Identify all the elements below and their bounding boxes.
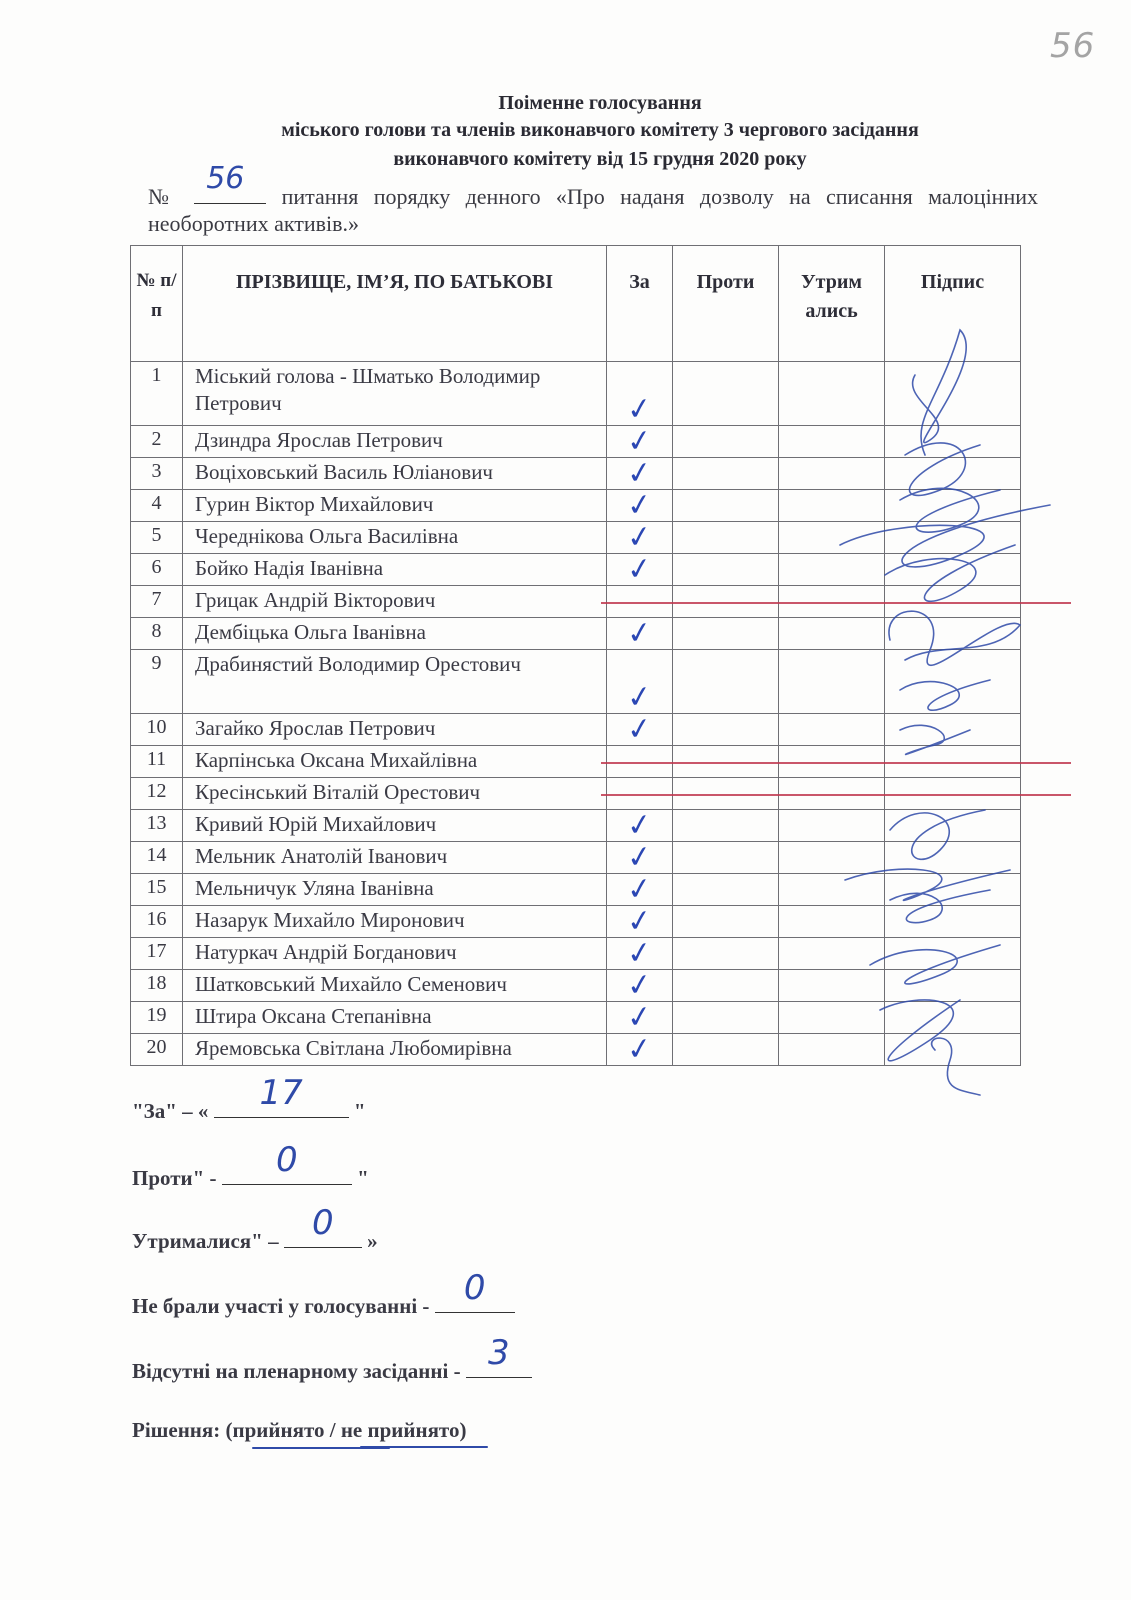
vote-abstained-cell (779, 810, 885, 842)
item-number-field (194, 161, 266, 204)
table-row (131, 362, 1021, 426)
check-mark-icon: ✓ (624, 838, 655, 877)
row-number: 16 (131, 906, 183, 938)
signature-cell (885, 554, 1021, 586)
vote-against-cell (673, 842, 779, 874)
table-row (131, 458, 1021, 490)
summary-abstained-label: Утрималися" – (132, 1229, 279, 1253)
vote-against-cell (673, 490, 779, 522)
member-name: Карпінська Оксана Михайлівна (183, 746, 607, 778)
row-number: 11 (131, 746, 183, 778)
vote-against-cell (673, 938, 779, 970)
number-sign: № (148, 184, 179, 209)
summary-for-label: "За" – « (132, 1099, 209, 1123)
check-mark-icon: ✓ (624, 678, 655, 717)
vote-against-cell (673, 810, 779, 842)
table-row (131, 938, 1021, 970)
vote-against-cell (673, 650, 779, 714)
vote-for-cell (607, 362, 673, 429)
check-mark-icon: ✓ (624, 454, 655, 493)
summary-for-field (214, 1073, 349, 1118)
vote-for-cell (607, 650, 673, 717)
row-number: 20 (131, 1034, 183, 1066)
summary-for-label-end: " (353, 1099, 366, 1123)
member-name: Штира Оксана Степанівна (183, 1002, 607, 1034)
vote-for-cell (607, 1030, 673, 1069)
row-number: 19 (131, 1002, 183, 1034)
table-header-row (131, 246, 1021, 362)
vote-abstained-cell (779, 522, 885, 554)
check-mark-icon: ✓ (624, 998, 655, 1037)
table-row (131, 1002, 1021, 1034)
absent-strike-line (601, 794, 1071, 796)
check-mark-icon: ✓ (624, 806, 655, 845)
vote-against-cell (673, 1002, 779, 1034)
check-mark-icon: ✓ (624, 1030, 655, 1069)
check-mark-icon: ✓ (624, 518, 655, 557)
vote-for-cell (607, 486, 673, 525)
page-number: 56 (1050, 26, 1096, 66)
vote-abstained-cell (779, 906, 885, 938)
row-number: 1 (131, 362, 183, 426)
agenda-text: питання порядку денного «Про наданя дозволу на списання малоцінних необоротних активів.» (148, 184, 1038, 236)
col-for-header: За (607, 246, 673, 362)
vote-for-cell (607, 422, 673, 461)
vote-for-cell (607, 550, 673, 589)
summary-not-voting (132, 1268, 515, 1319)
member-name: Яремовська Світлана Любомирівна (183, 1034, 607, 1066)
summary-absent-value: 3 (488, 1333, 510, 1373)
vote-for-cell (607, 454, 673, 493)
row-number: 18 (131, 970, 183, 1002)
member-name: Міський голова - Шматько Володимир Петрович (183, 362, 607, 426)
check-mark-icon: ✓ (624, 422, 655, 461)
check-mark-icon: ✓ (624, 902, 655, 941)
member-name: Кресінський Віталій Орестович (183, 778, 607, 810)
col-against-header: Проти (673, 246, 779, 362)
vote-for-cell (607, 710, 673, 749)
check-mark-icon: ✓ (624, 550, 655, 589)
table-row (131, 714, 1021, 746)
summary-against (132, 1140, 369, 1191)
summary-against-value: 0 (275, 1140, 298, 1180)
member-name: Загайко Ярослав Петрович (183, 714, 607, 746)
vote-for-cell (607, 518, 673, 557)
vote-against-cell (673, 1034, 779, 1066)
check-mark-icon: ✓ (624, 486, 655, 525)
row-number: 6 (131, 554, 183, 586)
table-row (131, 810, 1021, 842)
member-name: Череднікова Ольга Василівна (183, 522, 607, 554)
table-row (131, 554, 1021, 586)
vote-abstained-cell (779, 554, 885, 586)
vote-abstained-cell (779, 362, 885, 426)
vote-abstained-cell (779, 874, 885, 906)
summary-abstained-value: 0 (312, 1203, 334, 1243)
signature-cell (885, 810, 1021, 842)
summary-for (132, 1073, 366, 1124)
decision-line: Рішення: (прийнято / не прийнято) (132, 1418, 467, 1442)
table-row (131, 650, 1021, 714)
summary-absent (132, 1333, 532, 1384)
summary-abstained-field (284, 1203, 362, 1248)
vote-against-cell (673, 458, 779, 490)
vote-for-cell (607, 870, 673, 909)
vote-abstained-cell (779, 458, 885, 490)
member-name: Дзиндра Ярослав Петрович (183, 426, 607, 458)
signature-cell (885, 362, 1021, 426)
row-number: 9 (131, 650, 183, 714)
signature-cell (885, 618, 1021, 650)
member-name: Грицак Андрій Вікторович (183, 586, 607, 618)
table-row (131, 1034, 1021, 1066)
table-row (131, 842, 1021, 874)
vote-against-cell (673, 618, 779, 650)
row-number: 5 (131, 522, 183, 554)
vote-against-cell (673, 714, 779, 746)
col-number-header: № п/ п (131, 246, 183, 362)
member-name: Гурин Віктор Михайлович (183, 490, 607, 522)
vote-against-cell (673, 522, 779, 554)
signature-cell (885, 426, 1021, 458)
check-mark-icon: ✓ (624, 934, 655, 973)
summary-abstained (132, 1203, 378, 1254)
member-name: Драбинястий Володимир Орестович (183, 650, 607, 714)
member-name: Дембіцька Ольга Іванівна (183, 618, 607, 650)
doc-subtitle-date: виконавчого комітету від 15 грудня 2020 року (393, 148, 807, 170)
check-mark-icon: ✓ (624, 614, 655, 653)
table-row (131, 522, 1021, 554)
row-number: 10 (131, 714, 183, 746)
row-number: 17 (131, 938, 183, 970)
signature-cell (885, 970, 1021, 1002)
vote-abstained-cell (779, 650, 885, 714)
member-name: Мельничук Уляна Іванівна (183, 874, 607, 906)
vote-for-cell (607, 934, 673, 973)
signature-cell (885, 458, 1021, 490)
member-name: Воціховський Василь Юліанович (183, 458, 607, 490)
row-number: 14 (131, 842, 183, 874)
summary-not-voting-label: Не брали участі у голосуванні - (132, 1294, 430, 1318)
vote-against-cell (673, 362, 779, 426)
row-number: 3 (131, 458, 183, 490)
vote-table (130, 245, 1021, 1069)
signature-cell (885, 490, 1021, 522)
summary-not-voting-field (435, 1268, 515, 1313)
vote-abstained-cell (779, 490, 885, 522)
col-name-header: ПРІЗВИЩЕ, ІМ’Я, ПО БАТЬКОВІ (183, 246, 607, 362)
row-number: 12 (131, 778, 183, 810)
vote-abstained-cell (779, 938, 885, 970)
member-name: Бойко Надія Іванівна (183, 554, 607, 586)
absent-strike-line (601, 762, 1071, 764)
vote-for-cell (607, 838, 673, 877)
vote-against-cell (673, 426, 779, 458)
check-mark-icon: ✓ (624, 870, 655, 909)
doc-title: Поіменне голосування (498, 92, 702, 114)
member-name: Шатковський Михайло Семенович (183, 970, 607, 1002)
vote-for-cell (607, 902, 673, 941)
col-signature-header: Підпис (885, 246, 1021, 362)
vote-table-body (131, 362, 1021, 1069)
table-row (131, 618, 1021, 650)
table-row (131, 874, 1021, 906)
vote-abstained-cell (779, 618, 885, 650)
vote-for-cell (607, 806, 673, 845)
summary-not-voting-value: 0 (463, 1268, 486, 1308)
signature-cell (885, 522, 1021, 554)
row-number: 2 (131, 426, 183, 458)
member-name: Натуркач Андрій Богданович (183, 938, 607, 970)
check-mark-icon: ✓ (624, 966, 655, 1005)
row-number: 15 (131, 874, 183, 906)
signature-cell (885, 938, 1021, 970)
signature-cell (885, 1002, 1021, 1034)
table-row (131, 906, 1021, 938)
summary-for-value: 17 (259, 1073, 303, 1113)
member-name: Мельник Анатолій Іванович (183, 842, 607, 874)
row-number: 13 (131, 810, 183, 842)
summary-against-field (222, 1140, 352, 1185)
vote-abstained-cell (779, 970, 885, 1002)
row-number: 7 (131, 586, 183, 618)
row-number: 8 (131, 618, 183, 650)
table-row (131, 970, 1021, 1002)
vote-against-cell (673, 970, 779, 1002)
vote-abstained-cell (779, 714, 885, 746)
vote-for-cell (607, 614, 673, 653)
summary-abstained-label-end: » (367, 1229, 378, 1253)
table-row (131, 426, 1021, 458)
doc-subtitle: міського голови та членів виконавчого комітету 3 чергового засідання (281, 119, 919, 141)
col-abstained-header: Утрим ались (779, 246, 885, 362)
signature-cell (885, 842, 1021, 874)
vote-for-cell (607, 998, 673, 1037)
signature-cell (885, 650, 1021, 714)
vote-against-cell (673, 906, 779, 938)
vote-abstained-cell (779, 842, 885, 874)
agenda-item (148, 161, 1038, 237)
signature-cell (885, 1034, 1021, 1066)
row-number: 4 (131, 490, 183, 522)
signature-cell (885, 874, 1021, 906)
vote-against-cell (673, 874, 779, 906)
check-mark-icon: ✓ (624, 390, 655, 429)
signature-cell (885, 714, 1021, 746)
vote-against-cell (673, 554, 779, 586)
table-row (131, 490, 1021, 522)
member-name: Кривий Юрій Михайлович (183, 810, 607, 842)
absent-strike-line (601, 602, 1071, 604)
item-number-handwritten: 56 (206, 161, 245, 196)
vote-abstained-cell (779, 1034, 885, 1066)
vote-for-cell (607, 966, 673, 1005)
member-name: Назарук Михайло Миронович (183, 906, 607, 938)
summary-absent-field (466, 1333, 532, 1378)
summary-absent-label: Відсутні на пленарному засіданні - (132, 1359, 461, 1383)
check-mark-icon: ✓ (624, 710, 655, 749)
summary-against-label-end: " (357, 1166, 369, 1190)
summary-against-label: Проти" - (132, 1166, 217, 1190)
decision-underline-extension (360, 1446, 488, 1448)
signature-cell (885, 906, 1021, 938)
vote-abstained-cell (779, 426, 885, 458)
vote-abstained-cell (779, 1002, 885, 1034)
